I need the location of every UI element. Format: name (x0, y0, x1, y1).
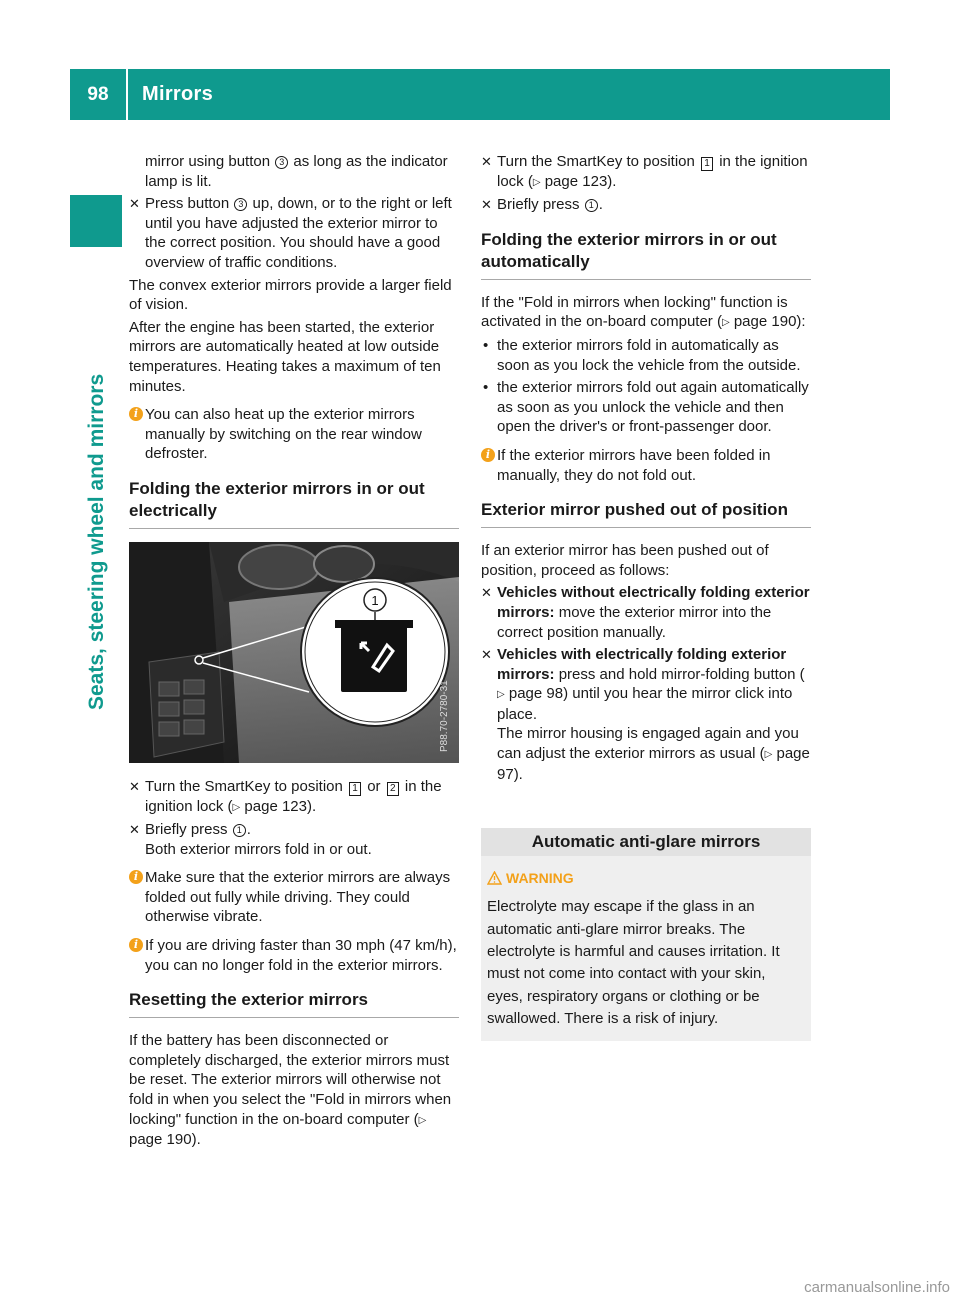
page-ref-link[interactable]: page 190 (129, 1131, 192, 1149)
step-marker: ✕ (481, 197, 492, 213)
heading-anti-glare: Automatic anti-glare mirrors (481, 828, 811, 856)
info-icon: i (129, 407, 143, 421)
step-marker: ✕ (129, 196, 140, 212)
header-divider (126, 69, 128, 120)
step-marker: ✕ (129, 778, 140, 794)
step-marker: ✕ (481, 585, 492, 601)
list-item: • the exterior mirrors fold out again automatically as soon as you unlock the vehicle and then open the driver's or front-passenger door. (483, 379, 809, 436)
info-icon: i (129, 870, 143, 884)
info-icon: i (129, 938, 143, 952)
auto-fold-intro: If the "Fold in mirrors when locking" function is activated in the on-board computer (▷ page 190): (481, 293, 811, 333)
info-note: i You can also heat up the exterior mirrors manually by switching on the rear window defroster. (129, 405, 459, 464)
warning-header: WARNING (487, 868, 805, 890)
watermark: carmanualsonline.info (804, 1279, 950, 1296)
button-1-ref: 1 (233, 824, 246, 837)
position-1-ref: 1 (701, 157, 713, 171)
heading-folding-electrically: Folding the exterior mirrors in or out electrically (129, 478, 459, 529)
photo-code: P88.70-2780-31 (439, 680, 450, 752)
page-ref-arrow-icon: ▷ (232, 801, 241, 813)
list-item: • the exterior mirrors fold in automatically as soon as you lock the vehicle from the outside. (483, 336, 801, 374)
heading-pushed-out: Exterior mirror pushed out of position (481, 499, 811, 528)
step-without-electric: ✕ Vehicles without electrically folding exterior mirrors: move the exterior mirror into the correct position manually. (481, 584, 810, 641)
side-tab-label: Seats, steering wheel and mirrors (85, 373, 108, 710)
left-column (129, 152, 459, 1153)
mirror-button-photo (129, 542, 459, 763)
step-marker: ✕ (481, 647, 492, 663)
continued-text: mirror using button 3 as long as the indicator lamp is lit. (145, 153, 448, 190)
step-marker: ✕ (129, 822, 140, 838)
page-title: Mirrors (142, 83, 214, 105)
page-ref-arrow-icon: ▷ (532, 176, 541, 188)
door-panel-illustration (129, 542, 459, 763)
page-ref-link[interactable]: page 123 (544, 172, 608, 190)
info-note: i If you are driving faster than 30 mph (47 km/h), you can no longer fold in the exterior mirrors. (129, 936, 459, 975)
page-ref-link[interactable]: page 97 (497, 745, 810, 783)
step-marker: ✕ (481, 154, 492, 169)
step-with-electric: ✕ Vehicles with electrically folding exterior mirrors: press and hold mirror-folding button (▷ page 98) until you hear the mirror click into place. The mirror housing is engaged again and you can adjust the exterior mirrors as usual (▷ page 97). (481, 646, 810, 783)
step-press-button: ✕ Press button 3 up, down, or to the right or left until you have adjusted the exterior mirror to the correct position. You should have a good overview of traffic conditions. (129, 195, 452, 271)
page-ref-arrow-icon: ▷ (764, 749, 773, 761)
heading-resetting: Resetting the exterior mirrors (129, 989, 459, 1018)
side-tab-block (70, 195, 122, 247)
page-ref-link[interactable]: page 190 (733, 313, 797, 331)
page-ref-arrow-icon: ▷ (418, 1114, 427, 1126)
warning-box (481, 856, 811, 1040)
step-briefly-press: ✕ Briefly press 1 . Both exterior mirrors fold in or out. (129, 821, 372, 858)
page-number: 98 (87, 84, 109, 105)
info-note: i Make sure that the exterior mirrors are always folded out fully while driving. They could otherwise vibrate. (129, 868, 459, 927)
position-1-ref: 1 (349, 782, 361, 796)
page-ref-arrow-icon: ▷ (497, 689, 505, 701)
photo-callout-1: 1 (371, 592, 379, 608)
info-icon: i (481, 448, 495, 462)
right-column (481, 152, 811, 1041)
heating-text: After the engine has been started, the exterior mirrors are automatically heated at low outside temperatures. Heating takes a maximum of ten minutes. (129, 318, 441, 395)
position-2-ref: 2 (387, 782, 399, 796)
reset-text: If the battery has been disconnected or completely discharged, the exterior mirrors must be reset. The exterior mirrors will otherwise not fold in when you select the "Fold in mirrors when locking" function in the on-board computer (▷ page 190). (129, 1032, 452, 1149)
page-ref-arrow-icon: ▷ (721, 317, 730, 329)
button-3-ref: 3 (234, 198, 247, 211)
step-turn-smartkey: ✕ Turn the SmartKey to position 1 in the ignition lock (▷ page 123). (481, 152, 811, 192)
warning-triangle-icon (487, 870, 502, 890)
step-briefly-press: ✕ Briefly press 1 . (481, 196, 603, 214)
button-3-ref: 3 (275, 156, 288, 169)
bullet-icon: • (483, 379, 489, 397)
step-turn-smartkey: ✕ Turn the SmartKey to position 1 or 2 in the ignition lock (▷ page 123). (129, 777, 459, 817)
heading-folding-automatically: Folding the exterior mirrors in or out automatically (481, 229, 811, 280)
bullet-icon: • (483, 336, 489, 354)
warning-text: Electrolyte may escape if the glass in an automatic anti-glare mirror breaks. The electrolyte is harmful and causes irritation. It must not come into contact with your skin, eyes, respiratory organs or clothing or be swallowed. There is a risk of injury. (487, 898, 780, 1028)
button-1-ref: 1 (585, 199, 598, 212)
pushed-intro: If an exterior mirror has been pushed out of position, proceed as follows: (481, 542, 769, 579)
convex-mirror-text: The convex exterior mirrors provide a larger field of vision. (129, 276, 452, 314)
page-ref-link[interactable]: page 98 (508, 685, 564, 703)
page-ref-link[interactable]: page 123 (244, 797, 307, 815)
info-note: i If the exterior mirrors have been folded in manually, they do not fold out. (481, 446, 811, 485)
